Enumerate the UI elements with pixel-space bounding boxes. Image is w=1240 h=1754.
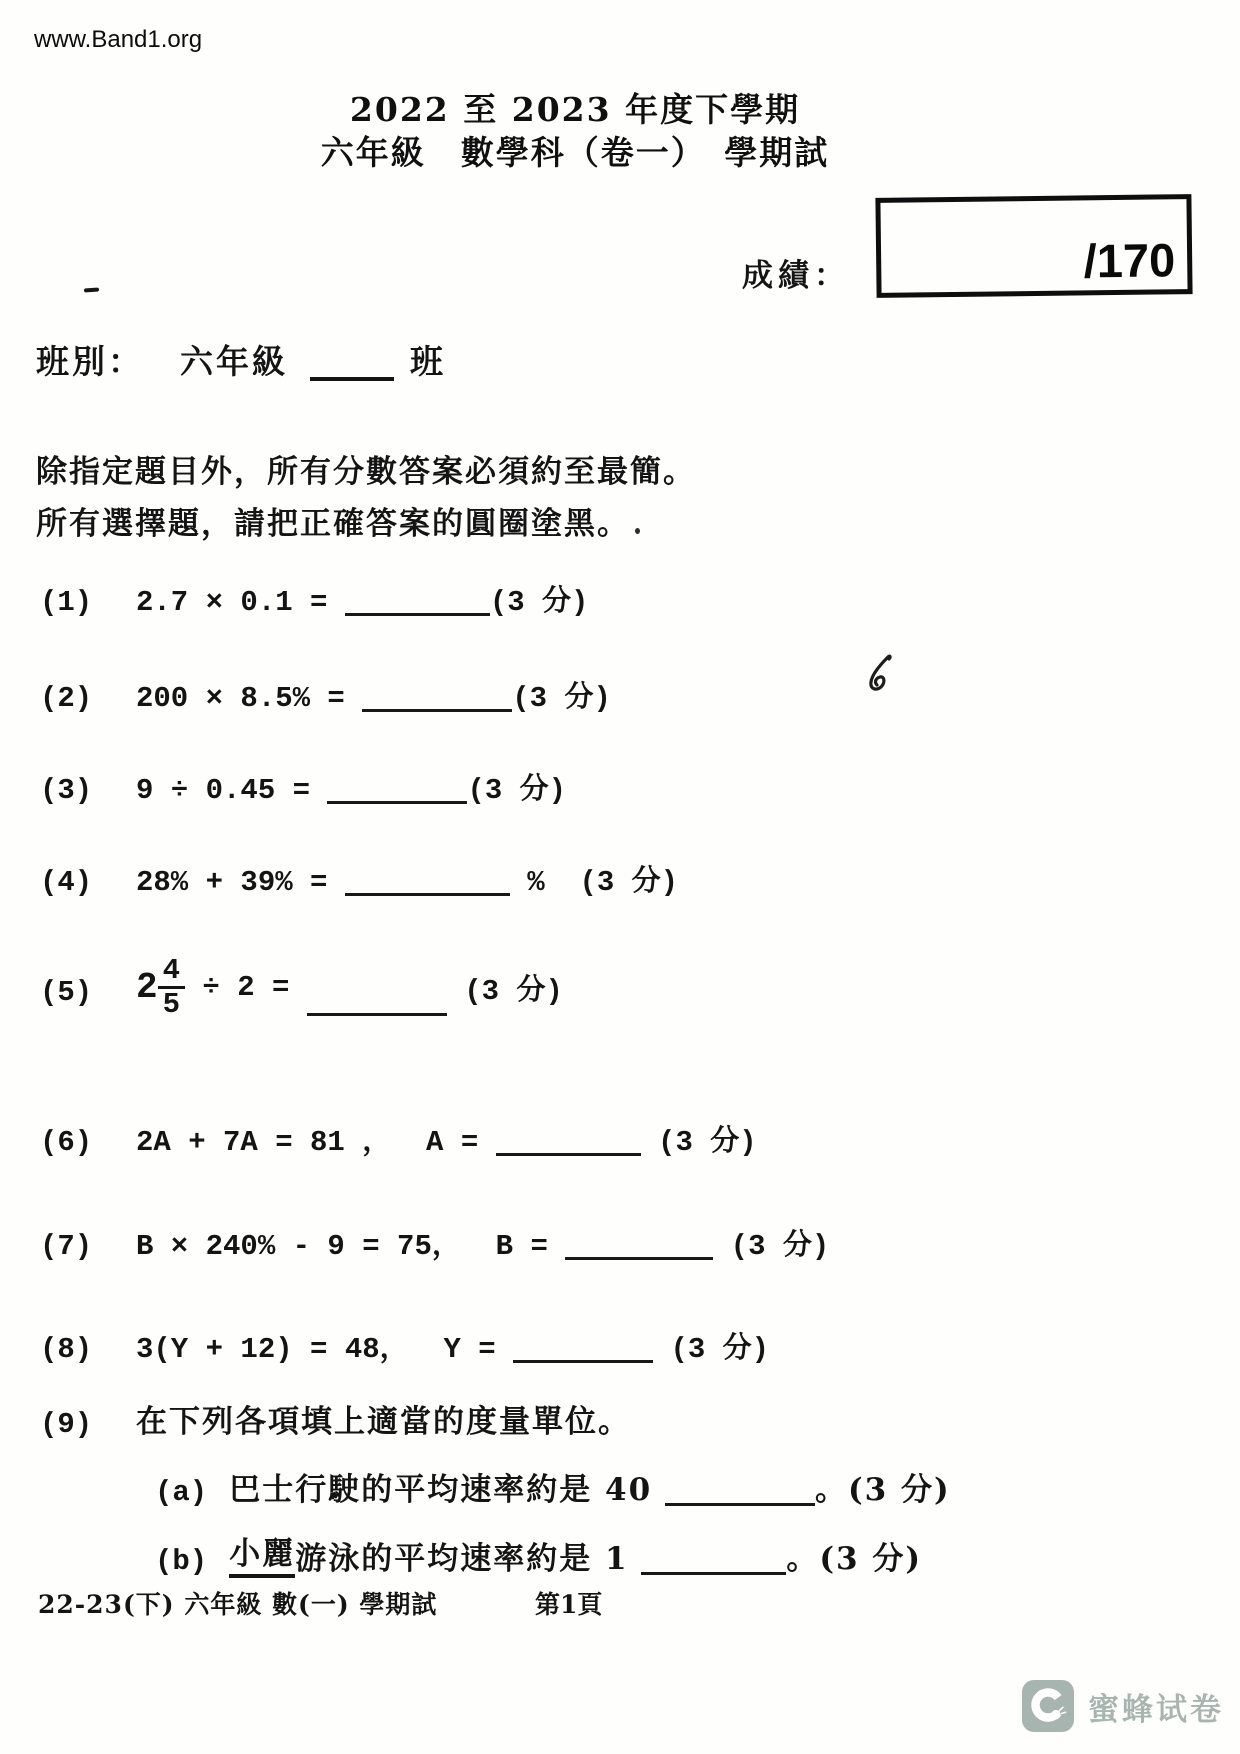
question-number: (1) bbox=[40, 586, 93, 619]
class-blank-line bbox=[310, 351, 394, 381]
underlined-name: 小麗 bbox=[229, 1528, 295, 1578]
score-label: 成績： bbox=[742, 258, 850, 294]
fraction-denominator: 5 bbox=[158, 986, 185, 1020]
question-number: (8) bbox=[40, 1333, 93, 1366]
question-expression: B × 240% - 9 = 75， B = bbox=[136, 1230, 566, 1263]
question-5-number: (5) bbox=[40, 976, 93, 1009]
question-9 bbox=[40, 1396, 631, 1441]
fraction bbox=[158, 955, 185, 1020]
class-line bbox=[36, 336, 446, 383]
answer-blank-line bbox=[362, 702, 512, 712]
brand-name: 蜜蜂试卷 bbox=[1088, 1691, 1224, 1727]
question-expression: ÷ 2 = bbox=[185, 970, 307, 1004]
question-9a bbox=[155, 1464, 951, 1509]
question-expression: 2A + 7A = 81 ， A = bbox=[136, 1126, 496, 1159]
question-number: (7) bbox=[40, 1230, 93, 1263]
answer-blank-line bbox=[307, 1006, 447, 1016]
question-marks: (3 分) bbox=[653, 1333, 770, 1366]
question-6 bbox=[40, 1118, 757, 1159]
question-2 bbox=[40, 674, 611, 715]
subquestion-marks: 。(3 分) bbox=[814, 1472, 951, 1508]
footer-exam-id: 22-23(下) 六年級 數(一) 學期試 bbox=[38, 1590, 438, 1619]
question-marks: (3 分) bbox=[467, 774, 567, 807]
class-grade: 六年級 bbox=[180, 342, 288, 381]
answer-blank-line bbox=[327, 794, 467, 804]
answer-blank-line bbox=[513, 1353, 653, 1363]
fraction-whole-number: 2 bbox=[136, 966, 158, 1008]
question-marks: (3 分) bbox=[544, 866, 679, 899]
question-number: (6) bbox=[40, 1126, 93, 1159]
question-marks: (3 分) bbox=[489, 586, 589, 619]
question-number: (9) bbox=[40, 1408, 93, 1441]
answer-blank-line bbox=[665, 1496, 815, 1506]
class-suffix: 班 bbox=[410, 342, 446, 381]
question-7 bbox=[40, 1222, 829, 1263]
subquestion-label: (b) bbox=[155, 1545, 208, 1578]
fraction-numerator: 4 bbox=[162, 953, 181, 987]
question-expression: 28% + 39% = bbox=[136, 866, 345, 899]
question-number: (2) bbox=[40, 682, 93, 715]
answer-blank-line bbox=[345, 606, 490, 616]
class-label: 班別： bbox=[36, 342, 144, 381]
question-unit: % bbox=[509, 866, 545, 899]
bee-exam-app-icon bbox=[1022, 1680, 1074, 1732]
exam-title-line2: 六年級 數學科（卷一） 學期試 bbox=[320, 133, 830, 172]
answer-blank-line bbox=[496, 1146, 641, 1156]
instruction-line1: 除指定題目外，所有分數答案必須約至最簡。 bbox=[36, 454, 696, 490]
bee-icon bbox=[1051, 1710, 1060, 1719]
question-marks: (3 分) bbox=[713, 1230, 830, 1263]
answer-blank-line bbox=[641, 1565, 786, 1575]
question-5 bbox=[136, 934, 563, 1040]
q-ring-icon bbox=[1030, 1687, 1065, 1722]
scan-dot-artifact bbox=[635, 528, 640, 534]
scan-dash-artifact bbox=[84, 287, 99, 292]
subquestion-label: (a) bbox=[155, 1476, 208, 1509]
answer-blank-line bbox=[345, 886, 510, 896]
question-8 bbox=[40, 1325, 769, 1366]
question-marks: (3 分) bbox=[446, 974, 563, 1008]
question-number: (4) bbox=[40, 866, 93, 899]
question-3 bbox=[40, 766, 566, 807]
answer-blank-line bbox=[565, 1250, 713, 1260]
question-1 bbox=[40, 578, 588, 619]
footer-page-number: 第1頁 bbox=[535, 1590, 603, 1619]
question-expression: 9 ÷ 0.45 = bbox=[136, 774, 328, 807]
question-4 bbox=[40, 858, 678, 899]
subquestion-marks: 。(3 分) bbox=[786, 1541, 923, 1577]
brand-logo bbox=[1022, 1680, 1224, 1732]
question-text: 在下列各項填上適當的度量單位。 bbox=[136, 1404, 631, 1440]
exam-title-line1: 2022 至 2023 年度下學期 bbox=[349, 90, 801, 129]
question-number: (3) bbox=[40, 774, 93, 807]
score-box bbox=[875, 194, 1192, 298]
subquestion-text: 游泳的平均速率約是 1 bbox=[295, 1541, 642, 1577]
question-expression: 3(Y + 12) = 48， Y = bbox=[136, 1333, 514, 1366]
question-marks: (3 分) bbox=[512, 682, 611, 715]
question-marks: (3 分) bbox=[640, 1126, 757, 1159]
question-expression: 200 × 8.5% = bbox=[136, 682, 363, 715]
subquestion-text: 巴士行駛的平均速率約是 40 bbox=[229, 1472, 665, 1508]
question-9b bbox=[155, 1528, 922, 1578]
site-watermark: www.Band1.org bbox=[34, 26, 203, 53]
pen-mark-annotation bbox=[864, 654, 898, 702]
instruction-line2: 所有選擇題，請把正確答案的圓圈塗黑。 bbox=[36, 506, 630, 542]
question-expression: 2.7 × 0.1 = bbox=[136, 586, 345, 619]
score-total: /170 bbox=[1083, 233, 1176, 288]
